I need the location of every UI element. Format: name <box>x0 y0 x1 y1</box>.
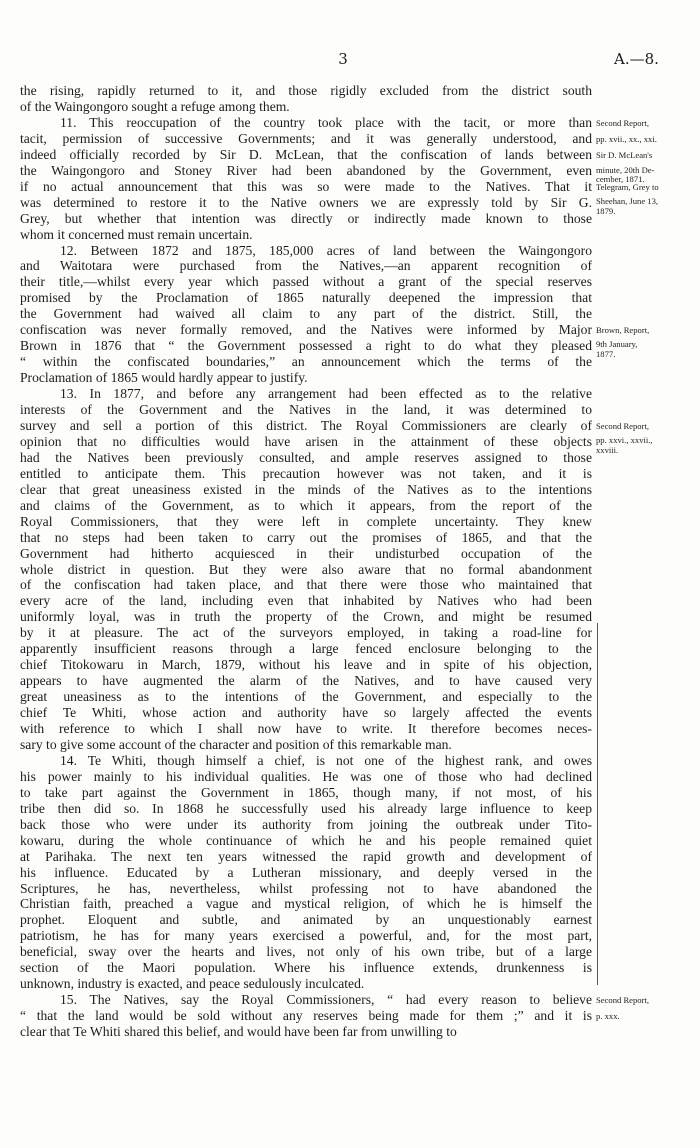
text-line <box>20 274 592 290</box>
text-line <box>20 609 592 625</box>
text-line <box>20 99 592 115</box>
text-line-content: promised by the Proclamation of 1865 naturally deepened the impression that <box>20 290 592 306</box>
margin-note: Second Report, <box>596 117 649 128</box>
text-line <box>20 673 592 689</box>
text-line-content: “ within the confiscated boundaries,” an announcement which the terms of the <box>20 354 592 370</box>
text-line <box>60 992 592 1008</box>
text-line-content: that no steps had been taken to carry out the promises of 1865, and that the <box>20 529 592 545</box>
text-line <box>20 195 592 211</box>
document-reference: A.—8. <box>614 50 659 68</box>
text-line-content: unknown, industry is exacted, and peace sedulously inculcated. <box>20 976 365 992</box>
text-line-content: 13. In 1877, and before any arrangement had been effected as to the relative <box>60 386 592 402</box>
text-line-content: entitled to anticipate them. This precaution however was not taken, and it is <box>20 465 592 481</box>
text-line <box>20 179 592 195</box>
text-line-content: whom it concerned must remain uncertain. <box>20 226 253 242</box>
text-line <box>20 306 592 322</box>
text-line <box>20 737 592 753</box>
margin-note: 1879. <box>596 205 616 216</box>
text-line-content: the Government had waived all claim to any part of the district. Still, the <box>20 306 592 322</box>
text-line <box>20 976 592 992</box>
text-line <box>20 593 592 609</box>
text-line <box>20 514 592 530</box>
text-line <box>20 721 592 737</box>
text-line-content: at Parihaka. The next ten years witnessed the rapid growth and development of <box>20 848 592 864</box>
text-line-content: 12. Between 1872 and 1875, 185,000 acres of land between the Waingongoro <box>60 242 592 258</box>
text-line <box>20 1024 592 1040</box>
text-line <box>20 131 592 147</box>
text-line <box>20 849 592 865</box>
text-line <box>20 865 592 881</box>
text-line-content: clear that Te Whiti shared this belief, and would have been far from unwilling to <box>20 1024 457 1040</box>
margin-note: Telegram, Grey to <box>596 181 659 192</box>
text-line-content: beneficial, sway over the hearts and lives, not only of his own tribe, but of a large <box>20 944 592 960</box>
text-line-content: apparently insufficient reasons through a large fenced enclosure belonging to the <box>20 641 592 657</box>
text-line-content: was determined to restore it to the Native owners we are expressly told by Sir G. <box>20 194 592 210</box>
text-line <box>20 785 592 801</box>
text-line <box>20 801 592 817</box>
text-line <box>20 657 592 673</box>
text-line-content: patriotism, he has for many years exercised a powerful, and, for the most part, <box>20 928 592 944</box>
text-line <box>20 881 592 897</box>
text-line <box>60 243 592 259</box>
text-line <box>20 290 592 306</box>
text-line-content: and claims of the Government, as to which it appears, from the report of the <box>20 497 592 513</box>
text-line-content: Proclamation of 1865 would hardly appear to justify. <box>20 370 308 386</box>
paragraph-bracket-mark <box>593 623 598 985</box>
margin-note: Sheehan, June 13, <box>596 195 659 206</box>
text-line-content: his influence. Educated by a Lutheran missionary, and deeply versed in the <box>20 864 592 880</box>
text-line <box>20 833 592 849</box>
text-line <box>20 546 592 562</box>
text-line-content: to take part against the Government in 1865, though many, if not most, of his <box>20 784 592 800</box>
text-line-content: 15. The Natives, say the Royal Commissioners, “ had every reason to believe <box>60 992 592 1008</box>
text-line-content: by it at pleasure. The act of the surveyors employed, in taking a road-line for <box>20 625 592 641</box>
text-line <box>20 641 592 657</box>
text-line-content: uniformly loyal, was in truth the property of the Crown, and might be resumed <box>20 609 592 625</box>
text-line-content: clear that great uneasiness existed in the minds of the Natives as to the intentions <box>20 481 592 497</box>
margin-note: Second Report, <box>596 995 649 1006</box>
text-line <box>20 769 592 785</box>
text-line-content: great uneasiness as to the intentions of the Government, and especially to the <box>20 689 592 705</box>
text-line-content: confiscation was never formally removed, and the Natives were informed by Major <box>20 322 592 338</box>
text-line-content: tacit, permission of successive Governments; and it was generally understood, and <box>20 130 592 146</box>
text-line <box>20 960 592 976</box>
text-line-content: their title,—whilst every year which passed without a grant of the special reserves <box>20 274 592 290</box>
text-line <box>20 258 592 274</box>
text-line-content: the Waingongoro and Stoney River had been abandoned by the Government, even <box>20 162 592 178</box>
text-line-content: interests of the Government and the Natives in the land, it was determined to <box>20 402 592 417</box>
text-line-content: of the confiscation had taken place, and that there were those who maintained that <box>20 577 592 593</box>
text-line <box>20 705 592 721</box>
margin-note: minute, 20th De- <box>596 164 655 175</box>
text-line-content: prophet. Eloquent and subtle, and animated by an unquestionably earnest <box>20 912 592 928</box>
text-line <box>20 418 592 434</box>
text-line-content: Royal Commissioners, that they were left in complete uncertainty. They knew <box>20 513 592 529</box>
text-line-content: sary to give some account of the character and position of this remarkable man. <box>20 736 452 752</box>
text-line-content: indeed officially recorded by Sir D. McLean, that the confiscation of lands between <box>20 146 592 162</box>
margin-note: cember, 1871. <box>596 173 645 184</box>
text-line <box>20 817 592 833</box>
text-line-content: Christian faith, preached a vague and mystical religion, of which he is himself the <box>20 896 592 912</box>
margin-note: xxviii. <box>596 444 619 455</box>
margin-note: pp. xvii., xx., xxi. <box>596 133 657 144</box>
text-line-content: Grey, but whether that intention was directly or indirectly made known to those <box>20 210 592 226</box>
text-line-content: of the Waingongoro sought a refuge among them. <box>20 98 290 114</box>
text-line <box>20 450 592 466</box>
text-line <box>20 354 592 370</box>
text-line <box>20 928 592 944</box>
page-number: 3 <box>338 50 348 68</box>
text-line-content: every acre of the land, including even that inhabited by Natives who had been <box>20 593 592 609</box>
text-line <box>20 498 592 514</box>
text-line-content: had the Natives been previously consulted, and ample reserves assigned to those <box>20 449 592 465</box>
margin-note: Sir D. McLean's <box>596 149 653 160</box>
margin-note: 1877. <box>596 349 616 360</box>
text-line-content: 14. Te Whiti, though himself a chief, is not one of the highest rank, and owes <box>60 752 592 768</box>
text-line-content: whole district in question. But they were also aware that no formal abandonment <box>20 561 592 577</box>
margin-note: Brown, Report, <box>596 325 650 336</box>
text-line <box>20 227 592 243</box>
text-line-content: “ that the land would be sold without any reserves being made for them ;” and it is <box>20 1008 592 1024</box>
text-line <box>60 115 592 131</box>
text-line <box>20 83 592 99</box>
text-line-content: tribe then did so. In 1868 he successfully used his already large influence to keep <box>20 800 592 816</box>
text-line-content: and Waitotara were purchased from the Natives,—an apparent recognition of <box>20 258 592 274</box>
text-line <box>60 386 592 402</box>
text-line <box>20 434 592 450</box>
text-line-content: the rising, rapidly returned to it, and those rigidly excluded from the district south <box>20 83 592 98</box>
margin-note: 9th January, <box>596 339 638 350</box>
text-line-content: section of the Maori population. Where his influence extends, drunkenness is <box>20 960 592 976</box>
text-line <box>20 625 592 641</box>
text-line <box>20 530 592 546</box>
text-line <box>20 147 592 163</box>
text-line <box>20 944 592 960</box>
text-line <box>20 402 592 418</box>
margin-note: pp. xxvi., xxvii., <box>596 434 653 445</box>
text-line-content: kowaru, during the whole continuance of which he and his people remained quiet <box>20 832 592 848</box>
text-line-content: Government had hitherto acquiesced in their undisturbed occupation of the <box>20 545 592 561</box>
text-line-content: his power mainly to his individual qualities. He was one of those who had declined <box>20 768 592 784</box>
text-line <box>60 753 592 769</box>
text-line <box>20 1008 592 1024</box>
text-line-content: 11. This reoccupation of the country took place with the tacit, or more than <box>60 114 592 130</box>
text-line-content: Scriptures, he has, nevertheless, whilst professing not to have abandoned the <box>20 880 592 896</box>
text-line <box>20 338 592 354</box>
margin-note: p. xxx. <box>596 1011 620 1022</box>
text-line <box>20 689 592 705</box>
text-line <box>20 896 592 912</box>
text-line-content: back those who were under its authority from joining the outbreak under Tito- <box>20 816 592 832</box>
text-line <box>20 577 592 593</box>
text-line <box>20 211 592 227</box>
text-line-content: if no actual announcement that this was so were made to the Natives. That it <box>20 178 592 194</box>
text-line <box>20 370 592 386</box>
text-line-content: with reference to which I shall now have to write. It therefore becomes neces- <box>20 721 592 736</box>
text-line <box>20 322 592 338</box>
text-line <box>20 163 592 179</box>
text-line-content: chief Te Whiti, whose action and authority have so largely affected the events <box>20 705 592 721</box>
text-line <box>20 562 592 578</box>
text-line <box>20 466 592 482</box>
text-line-content: Brown in 1876 that “ the Government possessed a right to do what they pleased <box>20 338 592 354</box>
text-line-content: chief Titokowaru in March, 1879, without his leave and in spite of his objection, <box>20 657 592 673</box>
margin-note: Second Report, <box>596 420 649 431</box>
text-line-content: opinion that no difficulties would have arisen in the attainment of these objects <box>20 433 592 449</box>
text-line <box>20 482 592 498</box>
text-line-content: appears to have augmented the alarm of the Natives, and to have caused very <box>20 673 592 689</box>
text-line-content: survey and sell a portion of this district. The Royal Commissioners are clearly of <box>20 417 592 433</box>
text-line <box>20 912 592 928</box>
